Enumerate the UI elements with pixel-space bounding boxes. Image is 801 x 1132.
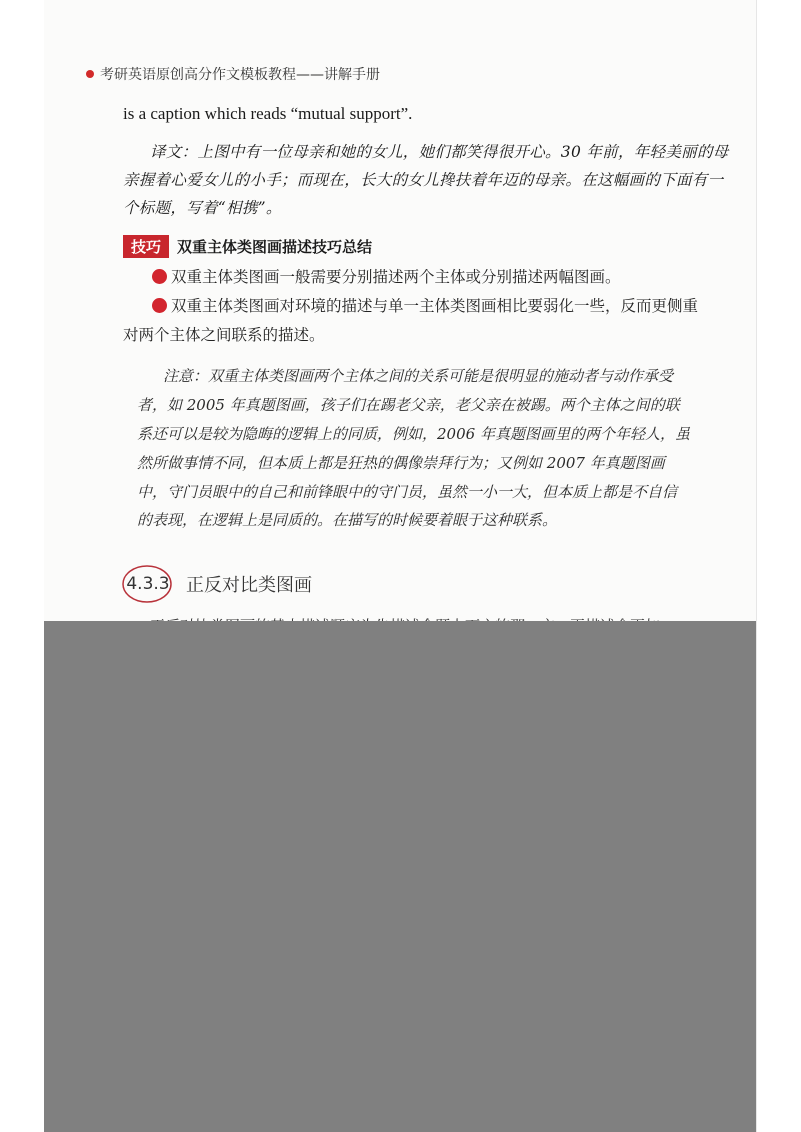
section-number [120,562,176,606]
tip-item-1-text: 双重主体类图画一般需要分别描述两个主体或分别描述两幅图画。 [171,268,621,286]
translation-line-1: 译文：上图中有一位母亲和她的女儿，她们都笑得很开心。30 年前，年轻美丽的母 [150,143,729,161]
tip-item-2 [152,294,698,316]
english-caption-line: is a caption which reads “mutual support”. [123,104,413,123]
bullet-dot-icon [86,70,94,78]
tip-item-2-continued: 对两个主体之间联系的描述。 [123,326,325,344]
translation-line-2: 亲握着心爱女儿的小手；而现在，长大的女儿搀扶着年迈的母亲。在这幅画的下面有一 [123,171,724,189]
tips-heading [123,235,372,258]
circled-number-icon [120,562,176,606]
page-edge [756,0,801,1132]
header-title: 考研英语原创高分作文模板教程——讲解手册 [100,67,380,83]
note-line-6: 的表现，在逻辑上是同质的。在描写的时候要着眼于这种联系。 [137,511,558,529]
note-line-3: 系还可以是较为隐晦的逻辑上的同质，例如，2006 年真题图画里的两个年轻人，虽 [137,425,690,443]
note-line-4: 然所做事情不同，但本质上都是狂热的偶像崇拜行为；又例如 2007 年真题图画 [137,454,665,472]
section-title: 正反对比类图画 [186,575,312,596]
running-header [86,64,380,84]
tip-item-1 [152,265,621,287]
note-line-2: 者，如 2005 年真题图画，孩子们在踢老父亲，老父亲在被踢。两个主体之间的联 [137,396,680,414]
translation-line-3: 个标题，写着“相携”。 [123,199,282,217]
number-one-icon [152,269,167,284]
tips-title: 双重主体类图画描述技巧总结 [177,238,373,256]
section-number-text: 4.3.3 [126,574,170,594]
tip-item-2-text: 双重主体类图画对环境的描述与单一主体类图画相比要弱化一些，反而更侧重 [171,297,699,315]
section-heading [120,562,312,606]
note-line-1: 注意：双重主体类图画两个主体之间的关系可能是很明显的施动者与动作承受 [163,367,674,385]
number-two-icon [152,298,167,313]
redaction-overlay [44,621,756,1132]
note-line-5: 中，守门员眼中的自己和前锋眼中的守门员，虽然一小一大，但本质上都是不自信 [137,483,678,501]
tips-tag: 技巧 [123,235,169,258]
